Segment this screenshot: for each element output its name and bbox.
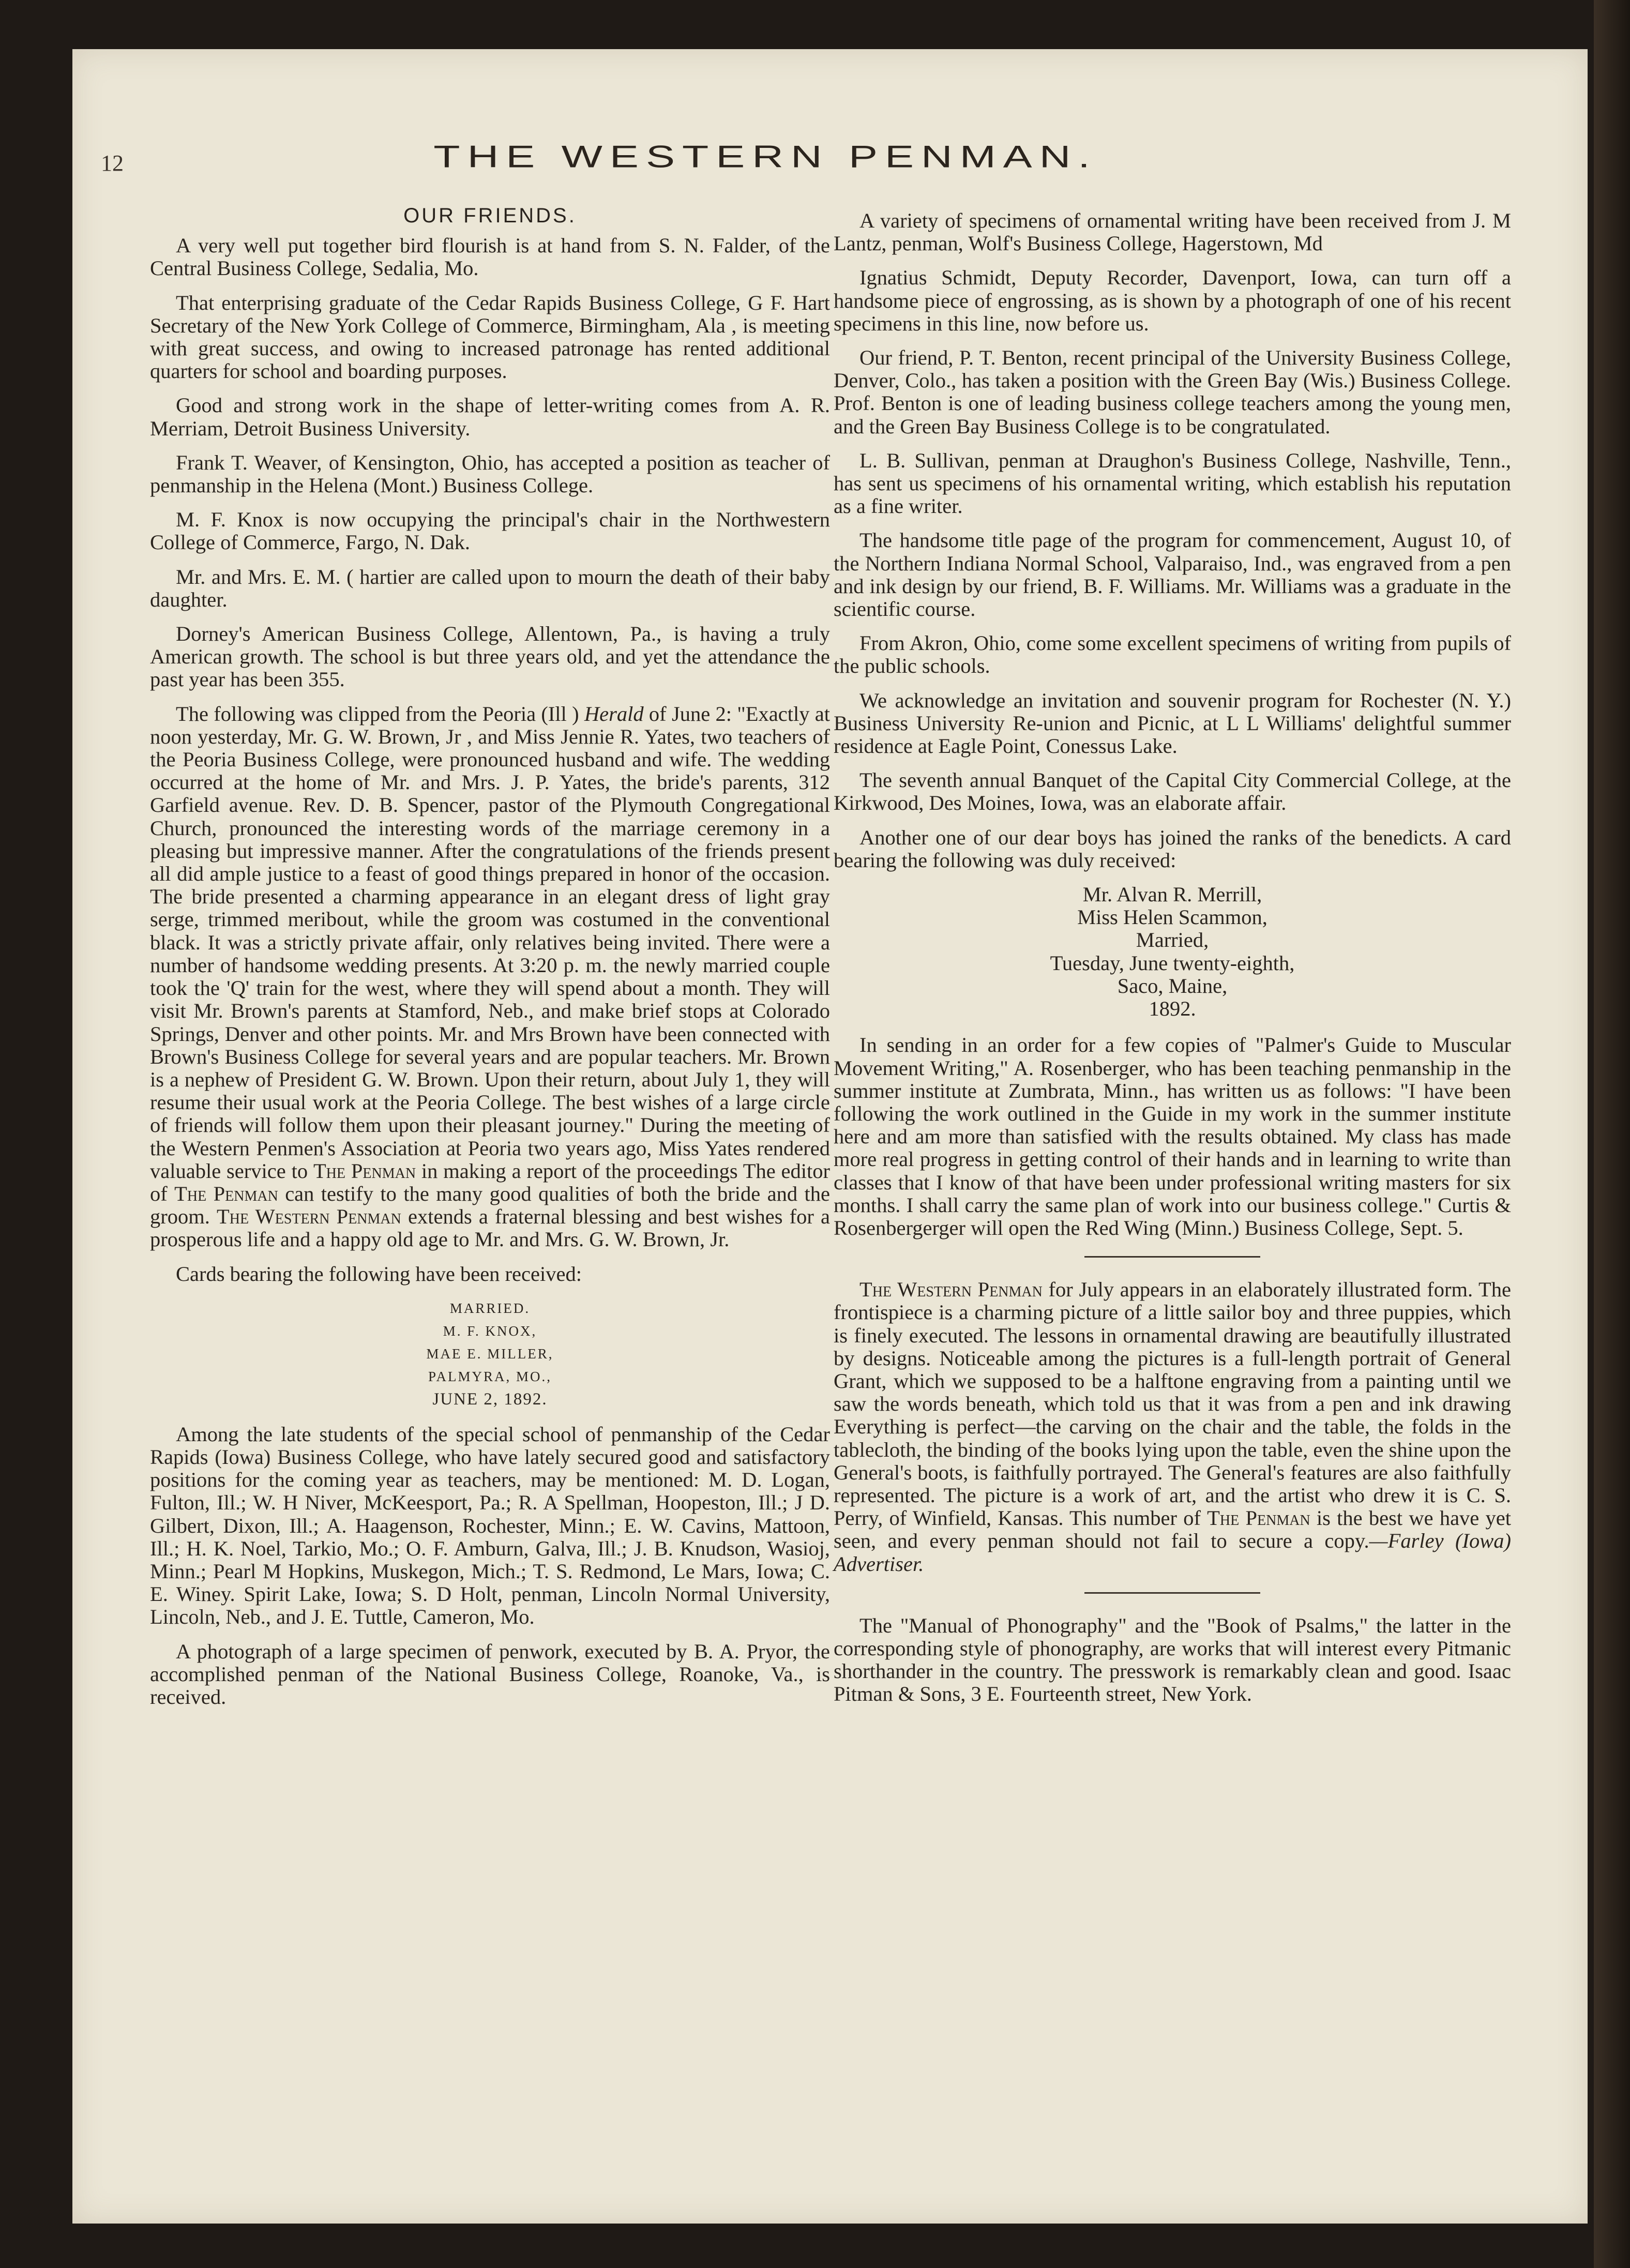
card-line: Tuesday, June twenty-eighth, <box>1050 951 1295 975</box>
small-caps-text: The Penman <box>1207 1506 1310 1530</box>
paragraph: Dorney's American Business College, Allentown, Pa., is having a truly American growth. The school is but three years old, and yet the attendance the past year has been 355. <box>150 622 830 691</box>
paragraph: The "Manual of Phonography" and the "Book of Psalms," the latter in the corresponding style of phonography, are works that will interest every Pitmanic shorthander in the country. The presswork is remarkably clean and good. Isaac Pitman & Sons, 3 E. Fourteenth street, New York. <box>834 1613 1511 1706</box>
card-date: JUNE 2, 1892. <box>432 1389 548 1409</box>
card-line: MAE E. MILLER, <box>426 1345 554 1362</box>
paragraph: L. B. Sullivan, penman at Draughon's Business College, Nashville, Tenn., has sent us specimens of his ornamental writing, which establish his reputation as a fine writer. <box>834 448 1511 518</box>
paragraph: A very well put together bird flourish is at hand from S. N. Falder, of the Central Business College, Sedalia, Mo. <box>150 234 830 280</box>
paragraph: We acknowledge an invitation and souvenir program for Rochester (N. Y.) Business University Re-union and Picnic, at L L Williams' delightful summer residence at Eagle Point, Conessus Lake. <box>834 688 1511 758</box>
wedding-card-knox <box>150 1297 830 1411</box>
paragraph: Another one of our dear boys has joined the ranks of the benedicts. A card bearing the following was duly received: <box>834 825 1511 872</box>
text-run: The following was clipped from the Peoria (Ill ) <box>176 702 584 725</box>
card-line: MARRIED. <box>449 1300 531 1316</box>
text-run: can testify to the many good qualities of both the bride and the groom. <box>150 1182 830 1229</box>
wedding-card-merrill <box>834 883 1511 1020</box>
card-line: Saco, Maine, <box>1117 974 1228 997</box>
paragraph: Cards bearing the following have been received: <box>176 1262 582 1286</box>
paragraph: Among the late students of the special school of penmanship of the Cedar Rapids (Iowa) Business College, who have lately secured good and satisfactory positions for the coming year as teachers, may be mentioned: M. D. Logan, Fulton, Ill.; W. H Niver, McKeesport, Pa.; R. A Spellman, Hoopeston, Ill.; J D. Gilbert, Dixon, Ill.; A. Haagenson, Rochester, Minn.; E. W. Cavins, Mattoon, Ill.; H. K. Noel, Tarkio, Mo.; O. F. Amburn, Galva, Ill.; J. B. Knudson, Wasioj, Minn.; Pearl M Hopkins, Muskegon, Mich.; T. S. Redmond, Le Mars, Iowa; C. E. Winey. Spirit Lake, Iowa; S. D Holt, penman, Lincoln Normal University, Lincoln, Neb., and J. E. Tuttle, Cameron, Mo. <box>150 1422 830 1629</box>
section-heading: OUR FRIENDS. <box>403 204 577 227</box>
paragraph: That enterprising graduate of the Cedar Rapids Business College, G F. Hart Secretary of the New York College of Commerce, Birmingham, Ala , is meeting with great success, and owing to increased patronage has rented additional quarters for school and boarding purposes. <box>150 291 830 383</box>
text-run: for July appears in an elaborately illustrated form. The frontispiece is a charming picture of a little sailor boy and three puppies, which is finely executed. The lessons in ornamental drawing are beautifully illustrated by designs. Noticeable among the pictures is a full-length portrait of General Grant, which we supposed to be a halftone engraving from a painting until we saw the words beneath, which told us that it was from a pen and ink drawing Everything is perfect—the carving on the chair and the table, the folds in the tablecloth, the binding of the books lying upon the table, even the shine upon the General's boots, is faithfully portrayed. The General's features are also faithfully represented. The picture is a work of art, and the artist who drew it is C. S. Perry, of Winfield, Kansas. This number of <box>834 1278 1511 1530</box>
card-line: M. F. KNOX, <box>443 1323 537 1339</box>
left-column <box>150 204 830 1720</box>
paragraph: Good and strong work in the shape of letter-writing comes from A. R. Merriam, Detroit Business University. <box>150 394 830 440</box>
paragraph: A variety of specimens of ornamental writing have been received from J. M Lantz, penman, Wolf's Business College, Hagerstown, Md <box>834 209 1511 255</box>
paragraph: Our friend, P. T. Benton, recent principal of the University Business College, Denver, Colo., has taken a position with the Green Bay (Wis.) Business College. Prof. Benton is one of leading business college teachers among the young men, and the Green Bay Business College is to be congratulated. <box>834 346 1511 438</box>
masthead: THE WESTERN PENMAN. <box>433 139 1097 174</box>
paragraph: The handsome title page of the program for commencement, August 10, of the Northern Indiana Normal School, Valparaiso, Ind., was engraved from a pen and ink design by our friend, B. F. Williams. Mr. Williams was a graduate in the scientific course. <box>834 528 1511 621</box>
divider-rule <box>1084 1256 1260 1258</box>
card-line: Mr. Alvan R. Merrill, <box>1082 883 1262 906</box>
review-paragraph <box>834 1278 1511 1576</box>
paragraph: From Akron, Ohio, come some excellent specimens of writing from pupils of the public schools. <box>834 631 1511 678</box>
paragraph: Ignatius Schmidt, Deputy Recorder, Davenport, Iowa, can turn off a handsome piece of engrossing, as is shown by a photograph of one of his recent specimens in this line, now before us. <box>834 266 1511 335</box>
paragraph: In sending in an order for a few copies of "Palmer's Guide to Muscular Movement Writing," A. Rosenberger, who has been teaching penmanship in the summer institute at Zumbrata, Minn., has written us as follows: "I have been following the work outlined in the Guide in my work in the summer institute here and am more than satisfied with the results obtained. My class has made more real progress in getting control of their hands and in learning to write than classes that I know of that have been under professional writing masters for six months. I shall carry the same plan of work into our business college." Curtis & Rosenbergerger will open the Red Wing (Minn.) Business College, Sept. 5. <box>834 1033 1511 1239</box>
small-caps-text: The Penman <box>313 1159 416 1183</box>
small-caps-text: The Western Penman <box>859 1278 1043 1302</box>
italic-text: —Farley (Iowa) Advertiser. <box>834 1529 1511 1576</box>
scan-edge <box>1594 0 1630 2268</box>
text-run: extends a fraternal blessing and best wishes for a prosperous life and a happy old age to Mr. and Mrs. G. W. Brown, Jr. <box>150 1205 831 1251</box>
text-run: in making a report of the proceedings The editor of <box>150 1159 830 1205</box>
paragraph: M. F. Knox is now occupying the principal's chair in the Northwestern College of Commerce, Fargo, N. Dak. <box>150 508 830 554</box>
card-line: Miss Helen Scammon, <box>1077 905 1267 929</box>
paragraph: Frank T. Weaver, of Kensington, Ohio, has accepted a position as teacher of penmanship in the Helena (Mont.) Business College. <box>150 450 830 497</box>
text-run: of June 2: "Exactly at noon yesterday, Mr. G. W. Brown, Jr , and Miss Jennie R. Yates, two teachers of the Peoria Business College, were pronounced husband and wife. The wedding occurred at the home of Mr. and Mrs. J. P. Yates, the bride's parents, 312 Garfield avenue. Rev. D. B. Spencer, pastor of the Plymouth Congregational Church, pronounced the interesting words of the marriage ceremony in a pleasing but impressive manner. After the congratulations of the friends present all did ample justice to a feast of good things prepared in honor of the occasion. The bride presented a charming appearance in an elegant dress of light gray serge, trimmed meribout, while the groom was costumed in the conventional black. It was a strictly private affair, only relatives being invited. There were a number of handsome wedding presents. At 3:20 p. m. the newly married couple took the 'Q' train for the west, where they will spend about a month. They will visit Mr. Brown's parents at Stamford, Neb., and make brief stops at Colorado Springs, Denver and other points. Mr. and Mrs Brown have been connected with Brown's Business College for several years and are popular teachers. Mr. Brown is a nephew of President G. W. Brown. Upon their return, about July 1, they will resume their usual work at the Peoria College. The best wishes of a large circle of friends will follow them upon their pleasant journey." During the meeting of the Western Penmen's Association at Peoria two years ago, Miss Yates rendered valuable service to <box>150 702 830 1183</box>
divider-rule <box>1084 1592 1260 1594</box>
page-number: 12 <box>101 150 124 176</box>
right-column <box>834 209 1511 1717</box>
card-line: 1892. <box>1149 997 1196 1021</box>
text-run: is the best we have yet seen, and every penman should not fail to secure a copy. <box>834 1506 1511 1553</box>
paragraph: The seventh annual Banquet of the Capital City Commercial College, at the Kirkwood, Des Moines, Iowa, was an elaborate affair. <box>834 768 1511 815</box>
card-line: Married, <box>1136 928 1209 952</box>
small-caps-text: The Western Penman <box>217 1205 401 1229</box>
paragraph: A photograph of a large specimen of penwork, executed by B. A. Pryor, the accomplished penman of the National Business College, Roanoke, Va., is received. <box>150 1639 830 1708</box>
italic-text: Herald <box>584 702 644 725</box>
paragraph: Mr. and Mrs. E. M. ( hartier are called upon to mourn the death of their baby daughter. <box>150 565 830 611</box>
card-line: PALMYRA, MO., <box>428 1368 552 1384</box>
herald-paragraph <box>150 703 830 1251</box>
small-caps-text: The Penman <box>174 1182 278 1205</box>
